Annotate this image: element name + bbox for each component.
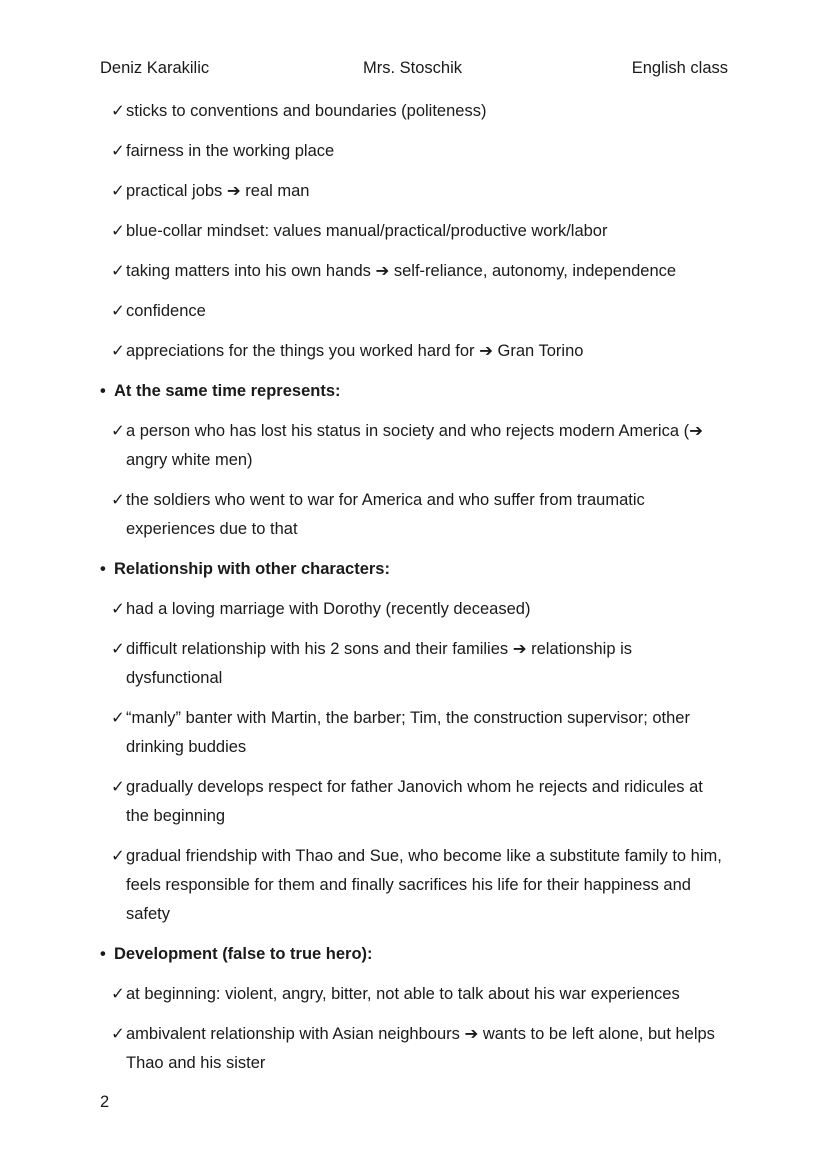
checklist-item — [0, 980, 828, 1009]
item-text: ambivalent relationship with Asian neighbours ➔ wants to be left alone, but helps Thao and his sister — [126, 1025, 715, 1072]
item-text: blue-collar mindset: values manual/practical/productive work/labor — [126, 222, 608, 240]
item-text: Relationship with other characters: — [114, 560, 390, 578]
section-heading — [0, 940, 828, 969]
checklist-item — [0, 704, 828, 762]
item-text: confidence — [126, 302, 206, 320]
teacher-name: Mrs. Stoschik — [363, 59, 463, 77]
page-number: 2 — [100, 1093, 110, 1111]
checkmark-icon: ✓ — [111, 778, 125, 796]
item-text: the soldiers who went to war for America and who suffer from traumatic experiences due to that — [126, 491, 645, 538]
checkmark-icon: ✓ — [111, 847, 125, 865]
document-body — [0, 97, 828, 1089]
item-text: “manly” banter with Martin, the barber; Tim, the construction supervisor; other drinking buddies — [126, 709, 690, 756]
checklist-item — [0, 177, 828, 206]
item-text: a person who has lost his status in society and who rejects modern America (➔ angry white men) — [126, 422, 703, 469]
item-text: appreciations for the things you worked hard for ➔ Gran Torino — [126, 342, 584, 360]
section-heading — [0, 377, 828, 406]
checklist-item — [0, 773, 828, 831]
checklist-item — [0, 297, 828, 326]
checkmark-icon: ✓ — [111, 600, 125, 618]
bullet-icon: • — [100, 560, 106, 578]
item-text: gradual friendship with Thao and Sue, who become like a substitute family to him, feels responsible for them and finally sacrifices his life for their happiness and safety — [126, 847, 722, 923]
checkmark-icon: ✓ — [111, 709, 125, 727]
checkmark-icon: ✓ — [111, 985, 125, 1003]
item-text: had a loving marriage with Dorothy (recently deceased) — [126, 600, 531, 618]
item-text: At the same time represents: — [114, 382, 341, 400]
checklist-item — [0, 842, 828, 929]
bullet-icon: • — [100, 945, 106, 963]
checkmark-icon: ✓ — [111, 302, 125, 320]
page-header — [100, 59, 728, 81]
item-text: gradually develops respect for father Janovich whom he rejects and ridicules at the beginning — [126, 778, 703, 825]
item-text: fairness in the working place — [126, 142, 335, 160]
checkmark-icon: ✓ — [111, 182, 125, 200]
checklist-item — [0, 257, 828, 286]
checklist-item — [0, 337, 828, 366]
checkmark-icon: ✓ — [111, 222, 125, 240]
item-text: difficult relationship with his 2 sons and their families ➔ relationship is dysfunctional — [126, 640, 633, 687]
bullet-icon: • — [100, 382, 106, 400]
course-name: English class — [631, 59, 728, 77]
checkmark-icon: ✓ — [111, 640, 125, 658]
checkmark-icon: ✓ — [111, 102, 125, 120]
checklist-item — [0, 217, 828, 246]
checklist-item — [0, 97, 828, 126]
checkmark-icon: ✓ — [111, 491, 125, 509]
item-text: Development (false to true hero): — [114, 945, 373, 963]
author-name: Deniz Karakilic — [100, 59, 210, 77]
item-text: practical jobs ➔ real man — [126, 182, 310, 200]
checklist-item — [0, 417, 828, 475]
checkmark-icon: ✓ — [111, 262, 125, 280]
item-text: sticks to conventions and boundaries (politeness) — [126, 102, 487, 120]
checklist-item — [0, 486, 828, 544]
checklist-item — [0, 595, 828, 624]
checkmark-icon: ✓ — [111, 422, 125, 440]
checklist-item — [0, 635, 828, 693]
checkmark-icon: ✓ — [111, 142, 125, 160]
checkmark-icon: ✓ — [111, 1025, 125, 1043]
checkmark-icon: ✓ — [111, 342, 125, 360]
item-text: taking matters into his own hands ➔ self-reliance, autonomy, independence — [126, 262, 677, 280]
item-text: at beginning: violent, angry, bitter, not able to talk about his war experiences — [126, 985, 680, 1003]
section-heading — [0, 555, 828, 584]
checklist-item — [0, 1020, 828, 1078]
checklist-item — [0, 137, 828, 166]
